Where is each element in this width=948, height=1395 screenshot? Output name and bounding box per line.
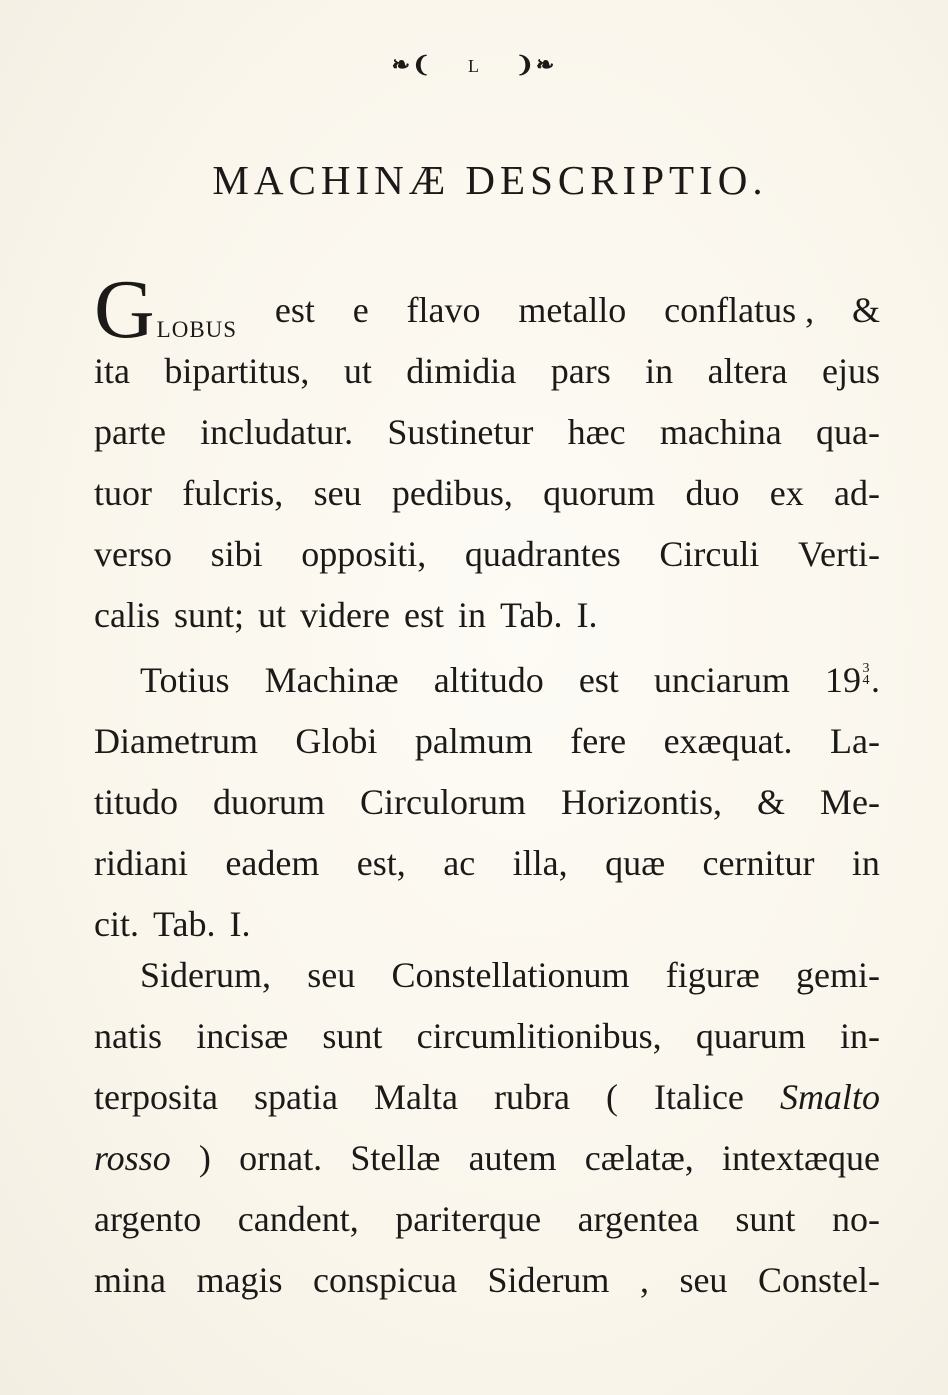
word: altera — [707, 351, 788, 391]
word: metallo — [518, 290, 627, 330]
word: in — [645, 351, 674, 391]
paragraph-2 — [94, 650, 880, 955]
text-line — [94, 650, 880, 711]
word: incisæ — [196, 1016, 289, 1056]
word: ita — [94, 351, 130, 391]
text-line — [94, 402, 880, 463]
word: flavo — [406, 290, 481, 330]
word: cernitur — [702, 843, 815, 883]
word: palmum — [414, 721, 533, 761]
word: videre — [300, 595, 390, 635]
word: altitudo — [433, 660, 544, 700]
word: Verti- — [797, 534, 880, 574]
word: intextæque — [721, 1138, 880, 1178]
word: oppositi, — [301, 534, 427, 574]
word: includatur. — [200, 412, 354, 452]
word: titudo — [94, 782, 179, 822]
word: quarum — [695, 1016, 806, 1056]
word: & — [851, 290, 880, 330]
word: terposita — [94, 1077, 218, 1117]
word: no- — [831, 1199, 880, 1239]
word: exæquat. — [663, 721, 793, 761]
word: candent, — [237, 1199, 359, 1239]
word: pars — [550, 351, 611, 391]
paragraph-1 — [94, 263, 880, 646]
word: dimidia — [406, 351, 517, 391]
word: ex — [769, 473, 804, 513]
text-line — [94, 585, 880, 646]
text-line — [94, 524, 880, 585]
word: autem — [468, 1138, 557, 1178]
word: hæc — [567, 412, 626, 452]
text-line — [94, 1189, 880, 1250]
word: ( — [605, 1077, 618, 1117]
word: argentea — [577, 1199, 699, 1239]
smallcaps-word: LOBUS — [156, 317, 238, 342]
word: seu — [307, 955, 356, 995]
paragraph-3 — [94, 945, 880, 1311]
word: ad- — [834, 473, 880, 513]
word: ridiani — [94, 843, 188, 883]
word: Stellæ — [350, 1138, 441, 1178]
running-header — [0, 52, 948, 78]
word: gemi- — [796, 955, 880, 995]
word: verso — [94, 534, 172, 574]
dropcap-word — [94, 263, 238, 356]
word: cit. — [94, 904, 139, 944]
word: conflatus , — [664, 290, 815, 330]
word: natis — [94, 1016, 162, 1056]
fraction-denominator: 4 — [862, 673, 870, 688]
word: ut — [258, 595, 287, 635]
word: ) — [198, 1138, 211, 1178]
word: ornat. — [239, 1138, 323, 1178]
word: Tab. — [152, 904, 216, 944]
word: Horizontis, — [561, 782, 722, 822]
word: spatia — [253, 1077, 338, 1117]
text-line — [94, 1250, 880, 1311]
word: illa, — [512, 843, 568, 883]
word: parte — [94, 412, 166, 452]
page-title: MACHINÆ DESCRIPTIO. — [212, 157, 768, 203]
dropcap: G — [94, 263, 155, 356]
word: est — [274, 290, 315, 330]
page-number: L — [468, 56, 480, 76]
word: est — [403, 595, 444, 635]
word: I. — [576, 595, 598, 635]
word: fere — [570, 721, 627, 761]
word: in — [851, 843, 880, 883]
word: pedibus, — [391, 473, 513, 513]
text-line — [94, 711, 880, 772]
word: sunt — [322, 1016, 383, 1056]
text-line — [94, 463, 880, 524]
word: quæ — [605, 843, 666, 883]
text-line — [94, 263, 880, 356]
word: Me- — [820, 782, 880, 822]
text-line — [94, 1067, 880, 1128]
word: sibi — [210, 534, 263, 574]
fraction-value: 19 3 4. — [824, 660, 880, 700]
text-line — [94, 1006, 880, 1067]
word: machina — [659, 412, 782, 452]
ornament-right-icon: ❩❧ — [515, 52, 557, 77]
word: Sustinetur — [387, 412, 534, 452]
word: Italice — [653, 1077, 744, 1117]
word: Machinæ — [264, 660, 399, 700]
fraction-numerator: 3 — [862, 661, 870, 676]
word: & — [756, 782, 785, 822]
word: seu — [679, 1260, 728, 1300]
word: Constellationum — [391, 955, 630, 995]
text-line — [94, 341, 880, 402]
word: ejus — [821, 351, 880, 391]
text-line — [94, 1128, 880, 1189]
word: Tab. — [499, 595, 563, 635]
word: est, — [356, 843, 406, 883]
word: Circuli — [659, 534, 760, 574]
word: rubra — [493, 1077, 570, 1117]
word: , — [639, 1260, 649, 1300]
word: ut — [343, 351, 372, 391]
word: in- — [839, 1016, 880, 1056]
word: calis — [94, 595, 160, 635]
word: cælatæ, — [584, 1138, 694, 1178]
word: bipartitus, — [164, 351, 310, 391]
word: fulcris, — [182, 473, 284, 513]
word: La- — [829, 721, 880, 761]
word: sunt — [735, 1199, 796, 1239]
text-line — [94, 833, 880, 894]
word: circumlitionibus, — [416, 1016, 662, 1056]
word: Globi — [295, 721, 378, 761]
word: Diametrum — [94, 721, 258, 761]
word: Siderum, — [140, 955, 271, 995]
word: in — [457, 595, 486, 635]
word: I. — [229, 904, 251, 944]
word: 19 — [824, 660, 861, 700]
word: duo — [685, 473, 740, 513]
word: conspicua — [312, 1260, 457, 1300]
word: Constel- — [757, 1260, 880, 1300]
italic-word: rosso — [94, 1138, 171, 1178]
word: Malta — [373, 1077, 458, 1117]
word: est — [578, 660, 619, 700]
text-line — [94, 772, 880, 833]
word: sunt; — [173, 595, 244, 635]
word: duorum — [213, 782, 326, 822]
text-line — [94, 945, 880, 1006]
word: seu — [313, 473, 362, 513]
ornament-left-icon: ❧❨ — [391, 52, 433, 77]
word: qua- — [815, 412, 880, 452]
word: tuor — [94, 473, 152, 513]
word: eadem — [225, 843, 320, 883]
word: quorum — [543, 473, 656, 513]
word: e — [352, 290, 369, 330]
word: Totius — [140, 660, 230, 700]
italic-word: Smalto — [779, 1077, 880, 1117]
word: quadrantes — [464, 534, 621, 574]
fraction — [861, 663, 871, 687]
word: Circulorum — [360, 782, 526, 822]
word: Siderum — [487, 1260, 610, 1300]
word: argento — [94, 1199, 202, 1239]
word: ac — [443, 843, 476, 883]
word: mina — [94, 1260, 166, 1300]
word: magis — [196, 1260, 283, 1300]
word: figuræ — [665, 955, 760, 995]
word: unciarum — [653, 660, 790, 700]
word: pariterque — [395, 1199, 542, 1239]
